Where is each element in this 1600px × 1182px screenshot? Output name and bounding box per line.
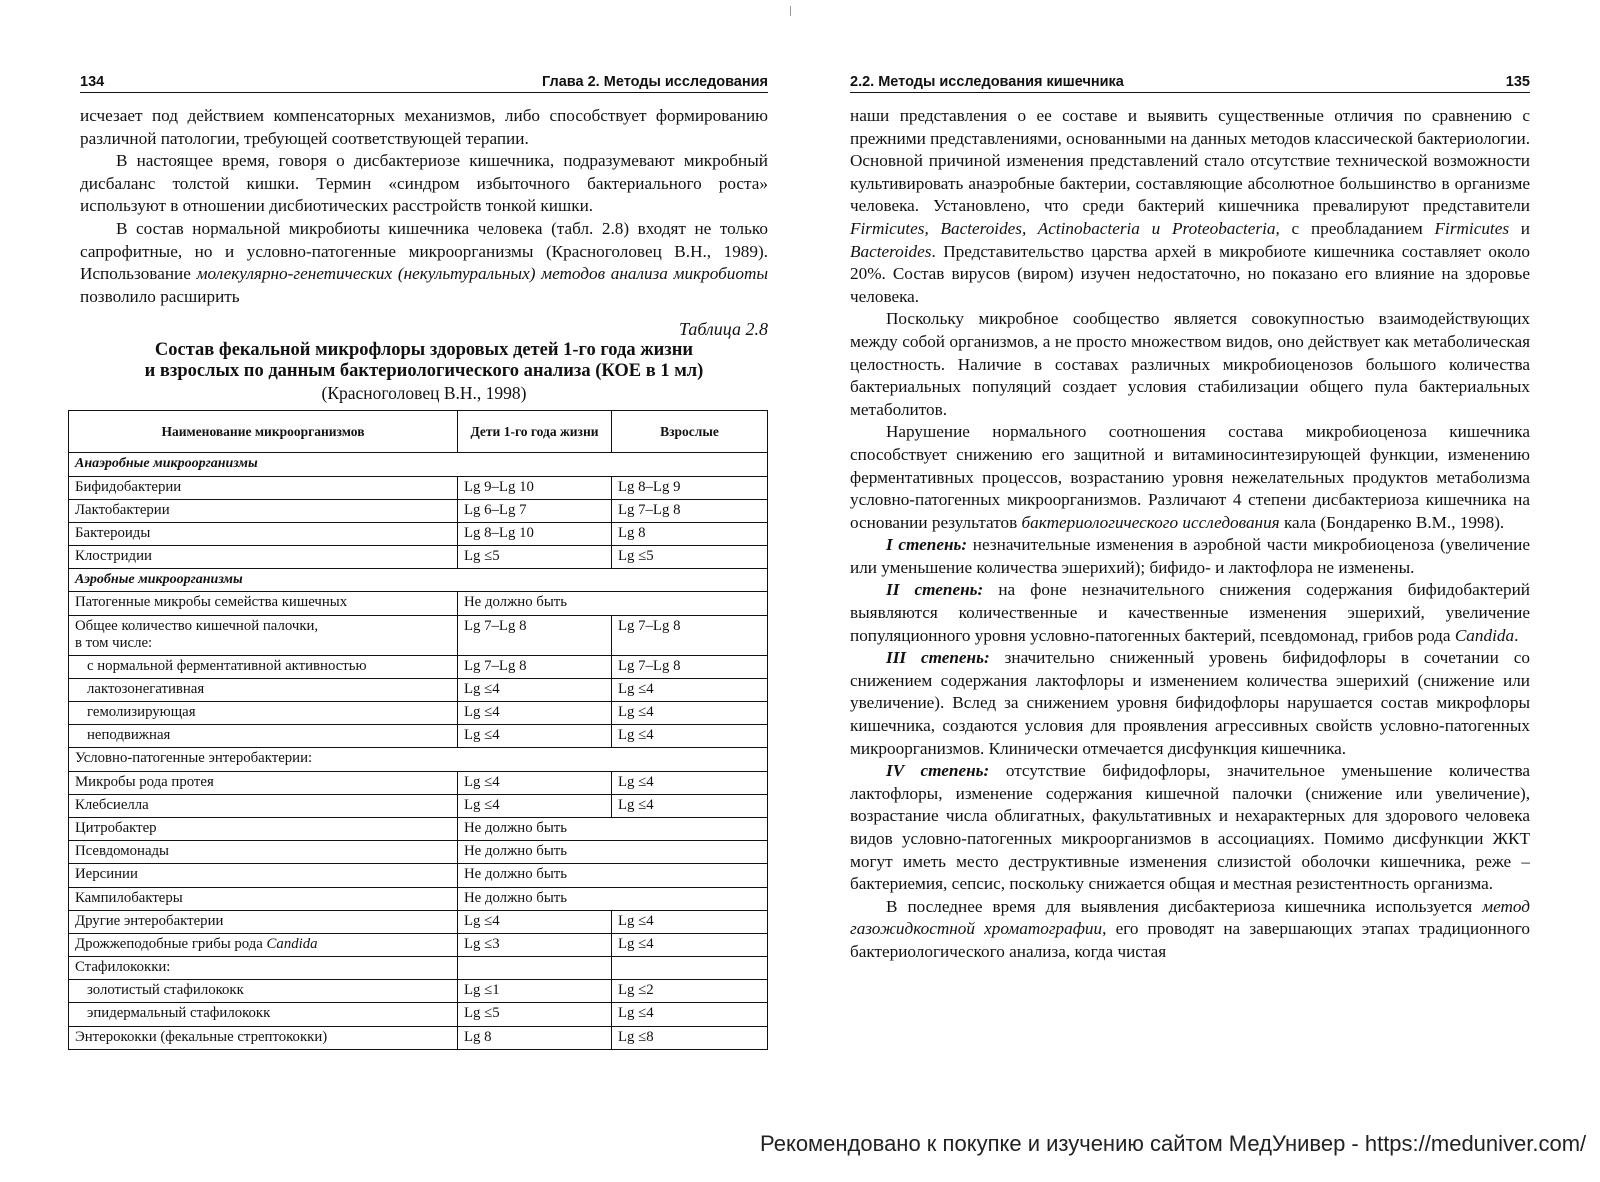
text-span: незначительные изменения в аэробной части микробиоценоза (увеличение или уменьшение количества эшерихий); бифидо- и лактофлора не изменены.	[850, 535, 1530, 577]
organism-cell: Бактероиды	[69, 522, 458, 545]
kids-value-cell: Lg ≤4	[458, 702, 612, 725]
kids-value-cell: Lg 8–Lg 10	[458, 522, 612, 545]
right-running-head	[850, 74, 1530, 93]
merged-value-cell: Не должно быть	[458, 817, 768, 840]
merged-value-cell: Не должно быть	[458, 864, 768, 887]
degree-label: IV степень:	[886, 761, 990, 781]
left-p3-start: В состав нормальной микробиоты кишечника человека (табл. 2.8) входят не только сапрофитные, но и условно-патогенные микроорганизмы (Красноголовец В.Н., 1989). Использование	[80, 218, 768, 284]
text-span: Нарушение нормального соотношения состава микробиоценоза кишечника способствует снижению его защитной и витаминосинтезирующей функции, изменению ферментативных процессов, возрастанию уровня нежелательных продуктов метаболизма условно-патогенных микроорганизмов. Различают 4 степени дисбактериоза кишечника на основании результатов	[850, 422, 1530, 532]
kids-value-cell: Lg ≤5	[458, 546, 612, 569]
kids-value-cell: Lg 6–Lg 7	[458, 499, 612, 522]
kids-value-cell: Lg 7–Lg 8	[458, 655, 612, 678]
organism-cell: неподвижная	[69, 725, 458, 748]
kids-value-cell: Lg ≤3	[458, 933, 612, 956]
text-span: с преобладанием	[1279, 218, 1435, 238]
organism-cell: гемолизирующая	[69, 702, 458, 725]
adults-value-cell: Lg ≤4	[612, 771, 768, 794]
watermark: Рекомендовано к покупке и изучению сайтом МедУнивер - https://meduniver.com/	[760, 1131, 1587, 1156]
organism-cell: Патогенные микробы семейства кишечных	[69, 592, 458, 615]
right-paragraph-2: Поскольку микробное сообщество является совокупностью взаимодействующих между собой организмов, а не просто множеством видов, оно действует как метаболическая целостность. Наличие в составах различных микробиоценозов большого количества бактериальных популяций создает условия стабилизации общего пула бактериальных метаболитов.	[850, 309, 1530, 419]
organism-cell: Клостридии	[69, 546, 458, 569]
organism-cell: Общее количество кишечной палочки, в том числе:	[69, 615, 458, 655]
organism-cell: Стафилококки:	[69, 957, 458, 980]
italic-span: Firmicutes, Bacteroides, Actinobacteria и Proteobacteria,	[850, 218, 1280, 238]
adults-value-cell: Lg ≤4	[612, 794, 768, 817]
italic-span: бактериологического исследования	[1021, 512, 1280, 532]
right-paragraph-1	[850, 105, 1530, 308]
text-span: .	[1514, 625, 1519, 645]
right-paragraph-8	[850, 896, 1530, 964]
adults-value-cell: Lg 8	[612, 522, 768, 545]
adults-value-cell: Lg 7–Lg 8	[612, 615, 768, 655]
left-body-text	[80, 105, 768, 308]
organism-cell: эпидермальный стафилококк	[69, 1003, 458, 1026]
table-label: Таблица 2.8	[678, 319, 768, 340]
degree-label: III степень:	[886, 648, 990, 668]
right-section-title: 2.2. Методы исследования кишечника	[850, 74, 1124, 90]
adults-value-cell: Lg 8–Lg 9	[612, 476, 768, 499]
degree-2-paragraph	[850, 579, 1530, 647]
organism-cell: Клебсиелла	[69, 794, 458, 817]
merged-value-cell: Не должно быть	[458, 841, 768, 864]
header-organism: Наименование микроорганизмов	[69, 411, 458, 453]
adults-value-cell: Lg ≤4	[612, 702, 768, 725]
right-page-number: 135	[1505, 74, 1530, 90]
adults-value-cell: Lg ≤8	[612, 1026, 768, 1049]
table-row	[69, 794, 768, 817]
table-row	[69, 771, 768, 794]
table-row	[69, 678, 768, 701]
adults-value-cell: Lg 7–Lg 8	[612, 499, 768, 522]
left-paragraph-2: В настоящее время, говоря о дисбактериозе кишечника, подразумевают микробный дисбаланс толстой кишки. Термин «синдром избыточного бактериального роста» используют в отношении дисбиотических расстройств тонкой кишки.	[80, 151, 768, 216]
degree-3-paragraph	[850, 647, 1530, 760]
organism-cell: Цитробактер	[69, 817, 458, 840]
organism-cell: Иерсинии	[69, 864, 458, 887]
table-row	[69, 864, 768, 887]
table-row	[69, 748, 768, 771]
table-row	[69, 592, 768, 615]
kids-value-cell: Lg ≤4	[458, 910, 612, 933]
table-header-row	[69, 411, 768, 453]
organism-cell: Энтерококки (фекальные стрептококки)	[69, 1026, 458, 1049]
kids-value-cell: Lg ≤4	[458, 725, 612, 748]
gutter-mark	[790, 6, 798, 16]
italic-span: Firmicutes	[1434, 218, 1510, 238]
left-page	[75, 74, 768, 1050]
kids-value-cell: Lg 7–Lg 8	[458, 615, 612, 655]
kids-value-cell	[458, 957, 612, 980]
organism-cell: Бифидобактерии	[69, 476, 458, 499]
table-source: (Красноголовец В.Н., 1998)	[321, 383, 527, 404]
adults-value-cell: Lg 7–Lg 8	[612, 655, 768, 678]
text-span: на фоне незначительного снижения содержания бифидобактерий выявляются количественные и качественные изменения эшерихий, увеличение популяционного уровня условно-патогенных бактерий, псевдомонад, грибов рода	[850, 580, 1530, 645]
organism-cell: золотистый стафилококк	[69, 980, 458, 1003]
italic-span: Candida	[1454, 625, 1515, 645]
table-row	[69, 1003, 768, 1026]
degree-label: I степень:	[886, 535, 968, 555]
merged-value-cell: Не должно быть	[458, 592, 768, 615]
adults-value-cell: Lg ≤4	[612, 725, 768, 748]
kids-value-cell: Lg 8	[458, 1026, 612, 1049]
kids-value-cell: Lg ≤1	[458, 980, 612, 1003]
table-body	[69, 453, 768, 1050]
organism-cell: Псевдомонады	[69, 841, 458, 864]
right-page	[850, 74, 1530, 964]
table-row	[69, 933, 768, 956]
adults-value-cell: Lg ≤5	[612, 546, 768, 569]
degree-label: II степень:	[886, 580, 984, 600]
left-paragraph-1: исчезает под действием компенсаторных механизмов, либо способствует формированию различной патологии, требующей соответствующей терапии.	[80, 106, 768, 148]
table-title	[80, 340, 768, 382]
adults-value-cell: Lg ≤4	[612, 1003, 768, 1026]
table-row	[69, 980, 768, 1003]
text-span: В последнее время для выявления дисбактериоза кишечника используется	[886, 896, 1483, 916]
left-running-head	[80, 74, 768, 93]
text-span: кала (Бондаренко В.М., 1998).	[1279, 512, 1505, 532]
table-row	[69, 615, 768, 655]
right-paragraph-3	[850, 421, 1530, 534]
text-span: отсутствие бифидофлоры, значительное уменьшение количества лактофлоры, изменение содержания кишечной палочки (снижение или увеличение), возрастание числа облигатных, факультативных и нехарактерных для здорового человека видов условно-патогенных микроорганизмов в ассоциациях. Помимо дисфункции ЖКТ могут иметь место деструктивные изменения слизистой оболочки кишечника, реже – бактериемия, сепсис, поскольку снижается общая и местная резистентность организма.	[850, 761, 1530, 894]
italic-span: метод газожидкостной хроматографии	[850, 896, 1530, 939]
table-row	[69, 522, 768, 545]
organism-name: Дрожжеподобные грибы рода	[75, 935, 267, 952]
merged-value-cell: Не должно быть	[458, 887, 768, 910]
table-row	[69, 910, 768, 933]
text-span: и	[1509, 218, 1530, 238]
table-row	[69, 499, 768, 522]
text-span: наши представления о ее составе и выявить существенные отличия по сравнению с прежними представлениями, основанными на данных методов классической бактериологии. Основной причиной изменения представлений стало отсутствие технической возможности культивировать анаэробные бактерии, составляющие абсолютное большинство в организме человека. Установлено, что среди бактерий кишечника превалируют представители	[850, 106, 1530, 216]
table-row	[69, 841, 768, 864]
organism-genus: Candida	[266, 935, 318, 952]
table-row	[69, 817, 768, 840]
left-p3-end: позволило расширить	[80, 286, 240, 306]
table-row	[69, 957, 768, 980]
organism-cell: Другие энтеробактерии	[69, 910, 458, 933]
organism-cell: Микробы рода протея	[69, 771, 458, 794]
kids-value-cell: Lg 9–Lg 10	[458, 476, 612, 499]
left-chapter-title: Глава 2. Методы исследования	[542, 74, 768, 90]
organism-cell: Лактобактерии	[69, 499, 458, 522]
table-row	[69, 453, 768, 476]
table-title-line-2: и взрослых по данным бактериологического анализа (КОЕ в 1 мл)	[144, 361, 704, 382]
organism-cell	[69, 933, 458, 956]
section-cell: Аэробные микроорганизмы	[69, 569, 768, 592]
organism-cell: лактозонегативная	[69, 678, 458, 701]
italic-span: Bacteroides	[850, 241, 932, 261]
table-row	[69, 725, 768, 748]
adults-value-cell: Lg ≤2	[612, 980, 768, 1003]
group-cell: Условно-патогенные энтеробактерии:	[69, 748, 768, 771]
table-row	[69, 887, 768, 910]
table-row	[69, 569, 768, 592]
right-body-text	[850, 105, 1530, 964]
adults-value-cell: Lg ≤4	[612, 910, 768, 933]
header-adults: Взрослые	[612, 411, 768, 453]
organism-cell: с нормальной ферментативной активностью	[69, 655, 458, 678]
degree-1-paragraph	[850, 534, 1530, 579]
table-row	[69, 546, 768, 569]
left-paragraph-3	[80, 218, 768, 308]
adults-value-cell	[612, 957, 768, 980]
left-p3-italic: молекулярно-генетических (некультуральных) методов анализа микробиоты	[196, 264, 768, 284]
kids-value-cell: Lg ≤4	[458, 678, 612, 701]
text-span: , его проводят на завершающих этапах традиционного бактериологического анализа, когда чистая	[850, 919, 1531, 961]
text-span: . Представительство царства архей в микробиоте кишечника составляет около 20%. Состав вирусов (виром) изучен недостаточно, но показано его влияние на здоровье человека.	[850, 241, 1530, 306]
table-row	[69, 1026, 768, 1049]
text-span: значительно сниженный уровень бифидофлоры в сочетании со снижением содержания лактофлоры и изменением количества эшерихий (снижение или увеличение). Вслед за снижением уровня бифидофлоры нарушается состав микрофлоры кишечника, создаются условия для проявления агрессивных свойств условно-патогенных микроорганизмов. Клинически отмечается дисфункция кишечника.	[850, 648, 1530, 758]
adults-value-cell: Lg ≤4	[612, 678, 768, 701]
kids-value-cell: Lg ≤5	[458, 1003, 612, 1026]
microflora-table	[68, 410, 768, 1050]
adults-value-cell: Lg ≤4	[612, 933, 768, 956]
section-cell: Анаэробные микроорганизмы	[69, 453, 768, 476]
table-row	[69, 476, 768, 499]
table-row	[69, 702, 768, 725]
degree-4-paragraph	[850, 760, 1530, 896]
table-title-line-1: Состав фекальной микрофлоры здоровых детей 1-го года жизни	[154, 340, 694, 361]
header-kids: Дети 1-го года жизни	[458, 411, 612, 453]
kids-value-cell: Lg ≤4	[458, 794, 612, 817]
kids-value-cell: Lg ≤4	[458, 771, 612, 794]
left-page-number: 134	[80, 74, 105, 90]
organism-cell: Кампилобактеры	[69, 887, 458, 910]
table-row	[69, 655, 768, 678]
